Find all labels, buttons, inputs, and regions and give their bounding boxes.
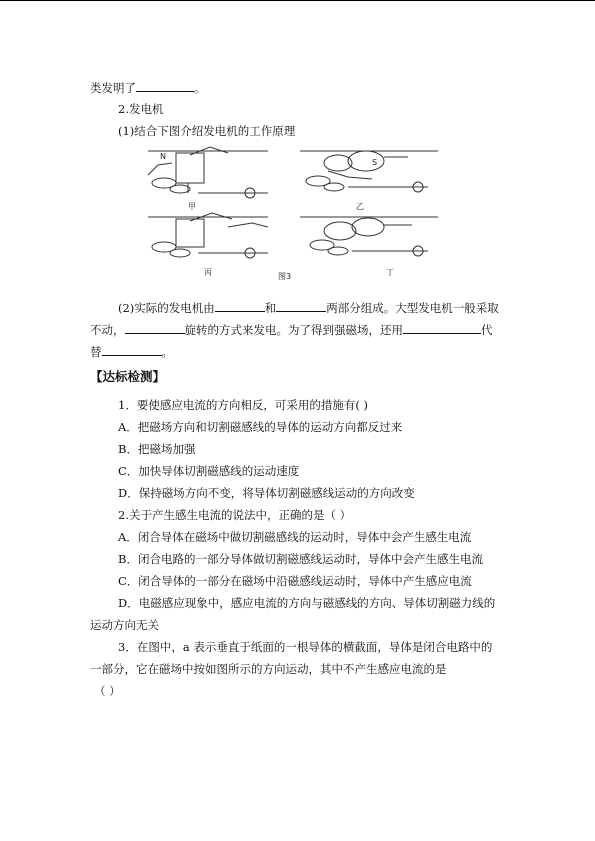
option-1c: C．加快导体切割磁感线的运动速度 xyxy=(118,464,300,478)
text-fragment: 。 xyxy=(161,345,173,359)
question-3: 3．在图中，a 表示垂直于纸面的一根导体的横截面，导体是闭合电路中的 xyxy=(118,640,493,654)
option-1a: A．把磁场方向和切割磁感线的导体的运动方向都反过来 xyxy=(118,420,403,434)
panel-label-jia: 甲 xyxy=(188,202,196,211)
panel-ding xyxy=(300,217,438,256)
panel-label-ding: 丁 xyxy=(386,268,394,277)
panel-jia xyxy=(148,147,268,198)
instruction-line: (1)结合下图介绍发电机的工作原理 xyxy=(118,124,296,138)
option-2d: D．电磁感应现象中，感应电流的方向与磁感线的方向、导体切割磁力线的 xyxy=(118,596,496,610)
text-fragment: 。 xyxy=(194,81,206,95)
text-fragment: 代 xyxy=(481,323,493,337)
text-line-1 xyxy=(90,80,206,95)
panel-label-bing: 丙 xyxy=(204,268,212,277)
pole-s-label: S xyxy=(372,158,378,167)
text-fragment: 两部分组成。大型发电机一般采取 xyxy=(326,301,499,315)
text-fragment: 类发明了 xyxy=(90,81,136,95)
answer-blank[interactable] xyxy=(125,322,185,334)
answer-blank[interactable] xyxy=(403,322,481,334)
section-heading: 【达标检测】 xyxy=(90,369,166,384)
question-1: 1．要使感应电流的方向相反，可采用的措施有( ) xyxy=(118,398,368,412)
text-fragment: 和 xyxy=(264,301,277,315)
option-1b: B．把磁场加强 xyxy=(118,442,196,456)
option-2d-continued: 运动方向无关 xyxy=(90,618,159,632)
answer-blank[interactable] xyxy=(136,80,194,92)
question-3-continued: 一部分，它在磁场中按如图所示的方向运动，其中不产生感应电流的是 xyxy=(90,662,447,676)
panel-bing xyxy=(148,213,268,258)
panel-yi xyxy=(300,151,438,192)
question-2: 2.关于产生感生电流的说法中，正确的是（ ） xyxy=(118,508,352,522)
header-rule xyxy=(0,0,595,1)
text-fragment: 不动， xyxy=(90,323,125,337)
text-fragment: 旋转的方式来发电。为了得到强磁场，还用 xyxy=(184,323,403,337)
panel-label-yi: 乙 xyxy=(356,202,364,211)
option-1d: D．保持磁场方向不变，将导体切割磁感线运动的方向改变 xyxy=(118,486,415,500)
text-line-4 xyxy=(118,300,499,315)
section-title-generator: 2.发电机 xyxy=(118,102,164,116)
text-line-5 xyxy=(90,322,493,337)
answer-parentheses: （ ） xyxy=(94,684,121,698)
option-2c: C．闭合导体的一部分在磁场中沿磁感线运动时，导体中产生感应电流 xyxy=(118,574,472,588)
answer-blank[interactable] xyxy=(215,300,265,312)
option-2b: B．闭合电路的一部分导体做切割磁感线运动时，导体中会产生感生电流 xyxy=(118,552,483,566)
figure-caption: 图3 xyxy=(278,272,292,281)
pole-n-label: N xyxy=(160,152,166,161)
text-line-6 xyxy=(90,344,173,359)
option-2a: A．闭合导体在磁场中做切割磁感线的运动时，导体中会产生感生电流 xyxy=(118,530,472,544)
text-fragment: 替 xyxy=(90,345,102,359)
answer-blank[interactable] xyxy=(276,300,326,312)
answer-blank[interactable] xyxy=(102,344,162,356)
text-fragment: (2)实际的发电机由 xyxy=(118,301,215,315)
generator-figure xyxy=(128,143,450,281)
generator-diagram xyxy=(128,143,450,281)
